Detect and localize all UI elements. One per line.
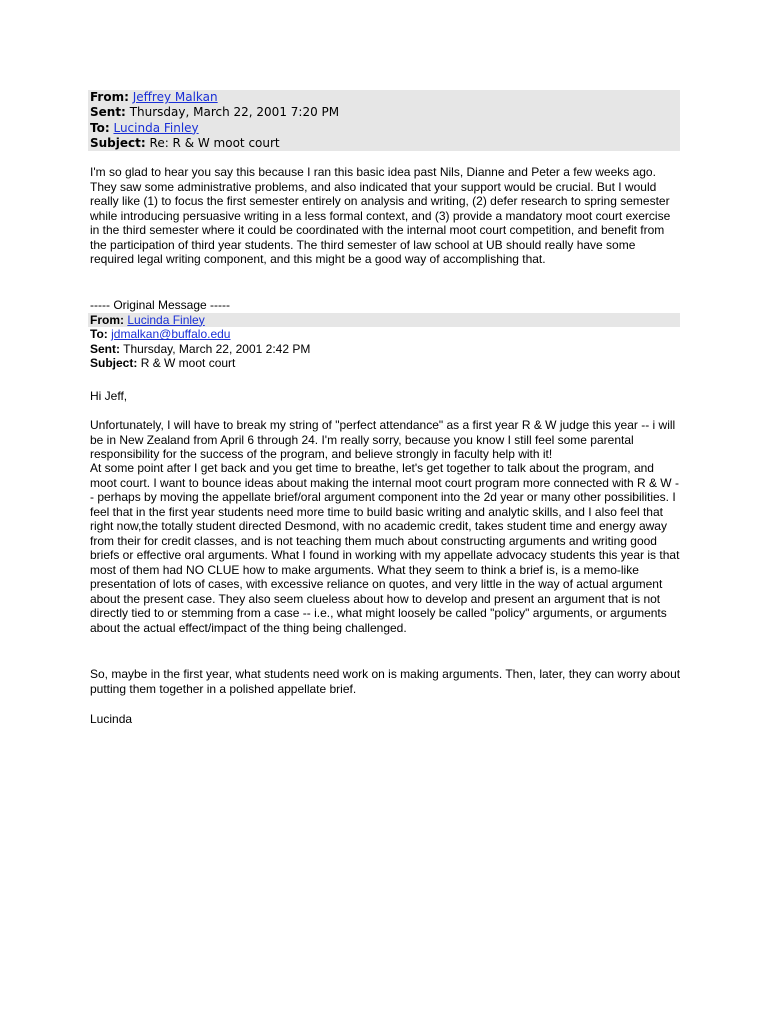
original-subject-label: Subject:: [90, 356, 138, 371]
reply-subject-label: Subject:: [90, 135, 146, 150]
reply-subject-value: Re: R & W moot court: [149, 135, 280, 150]
original-greeting: Hi Jeff,: [90, 389, 128, 403]
original-sent-value: Thursday, March 22, 2001 2:42 PM: [123, 341, 311, 356]
original-message-header: [88, 298, 680, 371]
original-from-label: From:: [90, 312, 124, 327]
reply-from-label: From:: [90, 90, 129, 104]
original-to-row: [88, 327, 680, 342]
reply-from-row: [88, 90, 680, 105]
reply-body-paragraph: I'm so glad to hear you say this because I ran this basic idea past Nils, Dianne and Peter a few weeks ago. They saw some administrative problems, and also indicated that your support would be crucial. But I would really like (1) to focus the first semester entirely on analysis and writing, (2) defer research to spring semester while introducing persuasive writing in a less formal context, and (3) provide a mandatory moot court exercise in the third semester where it could be coordinated with the internal moot court competition, and benefit from the participation of third year students. The third semester of law school at UB should really have some required legal writing component, and this might be a good way of accomplishing that.: [90, 165, 671, 266]
original-paragraph-3: So, maybe in the first year, what students need work on is making arguments. Then, later, they can worry about putting them together in a polished appellate brief.: [90, 667, 681, 696]
reply-sent-label: Sent:: [90, 105, 126, 120]
reply-header: [88, 90, 680, 151]
reply-sent-row: [88, 105, 680, 120]
original-from-link[interactable]: Lucinda Finley: [127, 312, 205, 327]
reply-sent-value: Thursday, March 22, 2001 7:20 PM: [129, 105, 340, 120]
reply-to-link[interactable]: Lucinda Finley: [113, 120, 199, 135]
original-subject-value: R & W moot court: [140, 356, 236, 371]
original-subject-row: [88, 356, 680, 371]
original-signature: Lucinda: [90, 712, 133, 726]
original-to-email-link[interactable]: jdmalkan@buffalo.edu: [111, 327, 231, 342]
original-sent-row: [88, 342, 680, 357]
original-paragraph-1: Unfortunately, I will have to break my string of "perfect attendance" as a first year R & W judge this year -- i will be in New Zealand from April 6 through 24. I'm really sorry, because you know I still feel some parental responsibility for the success of the program, and believe strongly in faculty help with it!: [90, 418, 676, 461]
original-message-separator: ----- Original Message -----: [90, 298, 231, 312]
original-from-row: [88, 313, 680, 328]
original-sent-label: Sent:: [90, 341, 120, 356]
reply-subject-row: [88, 136, 680, 151]
original-paragraph-2: At some point after I get back and you get time to breathe, let's get together to talk about the program, and moot court. I want to bounce ideas about making the internal moot court program more connected with R & W -- perhaps by moving the appellate brief/oral argument component into the 2d year or many other possibilities. I feel that in the first year students need more time to build basic writing and analytic skills, and I also feel that right now,the totally student directed Desmond, with no academic credit, takes student time and energy away from their for credit classes, and is not teaching them much about constructing arguments and writing good briefs or effective oral arguments. What I found in working with my appellate advocacy students this year is that most of them had NO CLUE how to make arguments. What they seem to think a brief is, is a memo-like presentation of lots of cases, with excessive reliance on quotes, and very little in the way of actual argument about the present case. They also seem clueless about how to develop and present an argument that is not directly tied to or stemming from a case -- i.e., what might loosely be called "policy" arguments, or arguments about the actual effect/impact of the thing being challenged.: [90, 461, 680, 635]
original-to-label: To:: [90, 327, 108, 342]
reply-to-label: To:: [90, 120, 110, 135]
reply-to-row: [88, 121, 680, 136]
reply-from-link[interactable]: Jeffrey Malkan: [132, 90, 218, 104]
